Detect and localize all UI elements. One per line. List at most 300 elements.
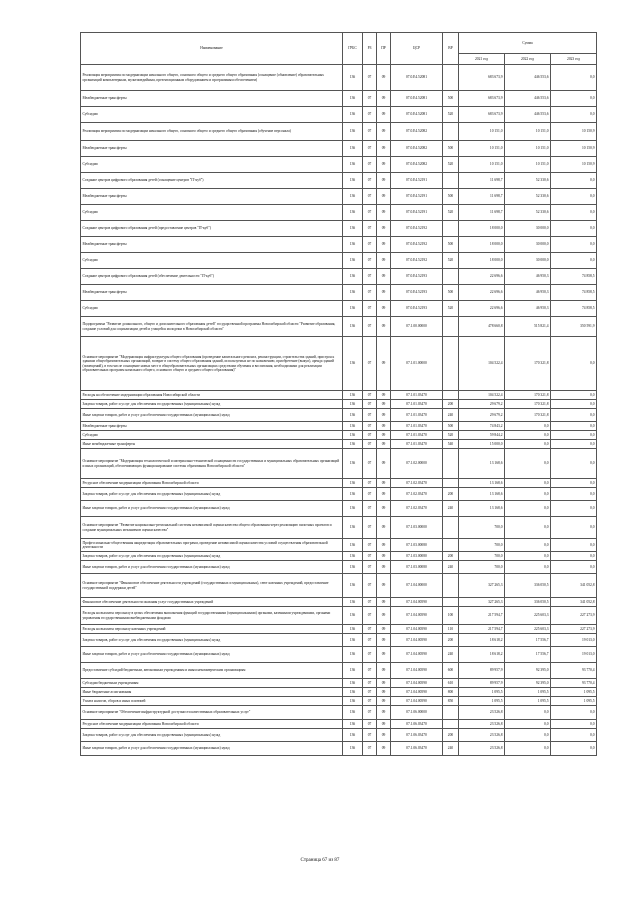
row-sum-2021-cell: 22 696,6: [459, 301, 505, 317]
row-rz-cell: 07: [363, 729, 377, 742]
row-rz-cell: 07: [363, 65, 377, 91]
row-vr-cell: 500: [443, 285, 459, 301]
budget-table: [80, 32, 597, 756]
row-sum-2021-cell: 700,0: [459, 517, 505, 539]
row-vr-cell: 200: [443, 488, 459, 501]
row-grbs-cell: 136: [343, 517, 363, 539]
row-pr-cell: 09: [377, 729, 391, 742]
row-rz-cell: 07: [363, 285, 377, 301]
row-sum-2021-cell: 13 168,6: [459, 501, 505, 517]
row-pr-cell: 09: [377, 317, 391, 337]
row-rz-cell: 07: [363, 205, 377, 221]
row-sum-2022-cell: 0,0: [505, 517, 551, 539]
row-grbs-cell: 136: [343, 729, 363, 742]
row-sum-2021-cell: 700,0: [459, 552, 505, 561]
table-row: [81, 422, 597, 431]
row-name-cell: Основное мероприятие "Развитие национально-региональной системы независимой оценки качества общего образования через реализацию пилотных проектов и создание муниципальных механизмов оценки качества": [81, 517, 343, 539]
row-sum-2023-cell: 0,0: [551, 720, 597, 729]
row-rz-cell: 07: [363, 422, 377, 431]
row-sum-2022-cell: 0,0: [505, 539, 551, 552]
row-pr-cell: 09: [377, 440, 391, 449]
row-name-cell: Субсидии: [81, 253, 343, 269]
row-grbs-cell: 136: [343, 237, 363, 253]
row-pr-cell: 09: [377, 409, 391, 422]
row-sum-2022-cell: 0,0: [505, 440, 551, 449]
row-vr-cell: 540: [443, 440, 459, 449]
row-sum-2021-cell: 10 151,0: [459, 141, 505, 157]
row-pr-cell: 09: [377, 561, 391, 574]
row-name-cell: Субсидии бюджетным учреждениям: [81, 679, 343, 688]
row-vr-cell: [443, 123, 459, 141]
table-row: [81, 65, 597, 91]
row-vr-cell: 200: [443, 729, 459, 742]
row-sum-2023-cell: 74 858,5: [551, 301, 597, 317]
row-name-cell: Ресурсное обеспечение модернизации образования Новосибирской области: [81, 720, 343, 729]
row-name-cell: Ресурсное обеспечение модернизации образования Новосибирской области: [81, 479, 343, 488]
row-grbs-cell: 136: [343, 706, 363, 720]
row-rz-cell: 07: [363, 634, 377, 647]
row-sum-2021-cell: 18 618,2: [459, 634, 505, 647]
row-pr-cell: 09: [377, 269, 391, 285]
row-csr-cell: 07.1.00.00000: [391, 317, 443, 337]
page-number: Страница 67 из 87: [300, 858, 340, 863]
table-row: [81, 449, 597, 479]
row-vr-cell: [443, 598, 459, 607]
row-sum-2022-cell: 46 950,3: [505, 301, 551, 317]
row-pr-cell: 09: [377, 285, 391, 301]
row-pr-cell: 09: [377, 488, 391, 501]
row-csr-cell: 07.1.04.00590: [391, 634, 443, 647]
row-sum-2021-cell: 74 843,2: [459, 422, 505, 431]
row-csr-cell: 07.1.03.00080: [391, 539, 443, 552]
row-pr-cell: 09: [377, 517, 391, 539]
row-csr-cell: 07.1.01.03470: [391, 431, 443, 440]
row-sum-2023-cell: 0,0: [551, 742, 597, 756]
row-rz-cell: 07: [363, 173, 377, 189]
row-pr-cell: 09: [377, 189, 391, 205]
row-pr-cell: 09: [377, 431, 391, 440]
row-sum-2021-cell: 700,0: [459, 539, 505, 552]
table-row: [81, 598, 597, 607]
row-sum-2021-cell: 1 095,5: [459, 697, 505, 706]
row-grbs-cell: 136: [343, 634, 363, 647]
row-grbs-cell: 136: [343, 189, 363, 205]
row-name-cell: Иные закупки товаров, работ и услуг для обеспечения государственных (муниципальных) нужд: [81, 647, 343, 663]
row-csr-cell: 07.1.03.00080: [391, 561, 443, 574]
row-sum-2023-cell: 350 591,9: [551, 317, 597, 337]
row-csr-cell: 07.1.01.03470: [391, 400, 443, 409]
row-pr-cell: 09: [377, 141, 391, 157]
row-rz-cell: 07: [363, 449, 377, 479]
row-csr-cell: 07.0.E4.52192: [391, 221, 443, 237]
row-grbs-cell: 136: [343, 663, 363, 679]
row-sum-2021-cell: 13 168,6: [459, 488, 505, 501]
row-sum-2022-cell: 336 050,5: [505, 574, 551, 598]
row-sum-2021-cell: 29 679,2: [459, 400, 505, 409]
row-sum-2022-cell: 0,0: [505, 742, 551, 756]
row-csr-cell: 07.1.02.03470: [391, 488, 443, 501]
row-csr-cell: 07.1.04.00590: [391, 679, 443, 688]
row-name-cell: Субсидии: [81, 301, 343, 317]
table-row: [81, 679, 597, 688]
row-sum-2022-cell: 0,0: [505, 449, 551, 479]
row-rz-cell: 07: [363, 337, 377, 391]
row-vr-cell: [443, 449, 459, 479]
row-csr-cell: 07.0.E4.52193: [391, 269, 443, 285]
row-sum-2021-cell: 11 698,7: [459, 173, 505, 189]
row-vr-cell: 240: [443, 501, 459, 517]
row-vr-cell: [443, 517, 459, 539]
row-csr-cell: 07.0.E4.52191: [391, 173, 443, 189]
row-sum-2023-cell: 0,0: [551, 400, 597, 409]
table-row: [81, 634, 597, 647]
row-csr-cell: 07.1.03.00080: [391, 552, 443, 561]
row-csr-cell: 07.1.04.00590: [391, 663, 443, 679]
row-pr-cell: 09: [377, 65, 391, 91]
row-sum-2022-cell: 30 000,0: [505, 253, 551, 269]
table-row: [81, 409, 597, 422]
row-sum-2021-cell: 104 522,4: [459, 391, 505, 400]
row-vr-cell: 100: [443, 607, 459, 625]
row-csr-cell: 07.1.04.00590: [391, 598, 443, 607]
header-csr: ЦСР: [391, 33, 443, 65]
row-name-cell: Закупка товаров, работ и услуг для обеспечения государственных (муниципальных) нужд: [81, 400, 343, 409]
table-row: [81, 400, 597, 409]
row-pr-cell: 09: [377, 449, 391, 479]
table-row: [81, 189, 597, 205]
row-sum-2023-cell: 0,0: [551, 337, 597, 391]
row-sum-2022-cell: 10 151,0: [505, 123, 551, 141]
row-rz-cell: 07: [363, 317, 377, 337]
row-grbs-cell: 136: [343, 697, 363, 706]
row-vr-cell: [443, 539, 459, 552]
row-grbs-cell: 136: [343, 107, 363, 123]
row-vr-cell: 110: [443, 625, 459, 634]
row-sum-2023-cell: 10 150,9: [551, 141, 597, 157]
row-sum-2023-cell: 227 273,9: [551, 607, 597, 625]
row-sum-2023-cell: 0,0: [551, 440, 597, 449]
row-vr-cell: 240: [443, 742, 459, 756]
row-grbs-cell: 136: [343, 269, 363, 285]
row-sum-2021-cell: 89 957,9: [459, 679, 505, 688]
row-csr-cell: 07.1.02.03470: [391, 479, 443, 488]
row-csr-cell: 07.1.06.03470: [391, 729, 443, 742]
row-sum-2023-cell: 0,0: [551, 729, 597, 742]
row-grbs-cell: 136: [343, 561, 363, 574]
row-vr-cell: 520: [443, 157, 459, 173]
row-vr-cell: 500: [443, 91, 459, 107]
row-rz-cell: 07: [363, 625, 377, 634]
row-name-cell: Основное мероприятие "Обеспечение инфраструктурной доступности качественных образовательных услуг": [81, 706, 343, 720]
table-row: [81, 501, 597, 517]
row-name-cell: Реализация мероприятия по модернизации начального общего, основного общего и среднего общего образования (обучение персонала): [81, 123, 343, 141]
table-row: [81, 517, 597, 539]
row-pr-cell: 09: [377, 107, 391, 123]
row-sum-2021-cell: 104 522,4: [459, 337, 505, 391]
table-row: [81, 431, 597, 440]
row-name-cell: Межбюджетные трансферты: [81, 285, 343, 301]
row-csr-cell: 07.0.E4.52191: [391, 189, 443, 205]
row-pr-cell: 09: [377, 539, 391, 552]
row-grbs-cell: 136: [343, 285, 363, 301]
row-csr-cell: 07.1.03.00000: [391, 517, 443, 539]
row-sum-2021-cell: 683 673,9: [459, 91, 505, 107]
row-sum-2023-cell: 0,0: [551, 65, 597, 91]
row-sum-2021-cell: 10 151,0: [459, 123, 505, 141]
table-row: [81, 440, 597, 449]
row-sum-2021-cell: 700,0: [459, 561, 505, 574]
row-pr-cell: 09: [377, 647, 391, 663]
row-grbs-cell: 136: [343, 647, 363, 663]
row-grbs-cell: 136: [343, 422, 363, 431]
row-name-cell: Предоставление субсидий бюджетным, автономным учреждениям и иным некоммерческим организациям: [81, 663, 343, 679]
row-sum-2023-cell: 0,0: [551, 91, 597, 107]
row-grbs-cell: 136: [343, 221, 363, 237]
row-sum-2021-cell: 29 679,2: [459, 409, 505, 422]
row-sum-2023-cell: 0,0: [551, 501, 597, 517]
row-vr-cell: [443, 173, 459, 189]
header-rz: РЗ: [363, 33, 377, 65]
row-sum-2022-cell: 17 556,7: [505, 634, 551, 647]
row-rz-cell: 07: [363, 157, 377, 173]
row-grbs-cell: 136: [343, 205, 363, 221]
row-sum-2021-cell: 23 526,8: [459, 720, 505, 729]
row-vr-cell: 240: [443, 409, 459, 422]
row-pr-cell: 09: [377, 625, 391, 634]
row-sum-2023-cell: 0,0: [551, 409, 597, 422]
row-sum-2023-cell: 1 095,5: [551, 697, 597, 706]
row-sum-2022-cell: 17 556,7: [505, 647, 551, 663]
table-row: [81, 697, 597, 706]
row-sum-2022-cell: 170 321,8: [505, 337, 551, 391]
table-row: [81, 253, 597, 269]
header-pr: ПР: [377, 33, 391, 65]
row-name-cell: Иные бюджетные ассигнования: [81, 688, 343, 697]
row-grbs-cell: 136: [343, 337, 363, 391]
row-pr-cell: 09: [377, 422, 391, 431]
row-sum-2021-cell: 89 957,9: [459, 663, 505, 679]
row-csr-cell: 07.1.04.00590: [391, 697, 443, 706]
budget-table-sheet: [80, 32, 596, 756]
row-grbs-cell: 136: [343, 431, 363, 440]
row-sum-2022-cell: 336 050,5: [505, 598, 551, 607]
row-sum-2021-cell: 683 673,9: [459, 107, 505, 123]
row-grbs-cell: 136: [343, 400, 363, 409]
row-grbs-cell: 136: [343, 123, 363, 141]
row-vr-cell: 520: [443, 301, 459, 317]
table-row: [81, 301, 597, 317]
row-sum-2023-cell: 0,0: [551, 449, 597, 479]
row-name-cell: Расходы на обеспечение модернизации образования Новосибирской области: [81, 391, 343, 400]
row-sum-2021-cell: 11 698,7: [459, 189, 505, 205]
row-sum-2022-cell: 0,0: [505, 720, 551, 729]
row-sum-2022-cell: 225 603,3: [505, 607, 551, 625]
row-sum-2022-cell: 92 395,0: [505, 663, 551, 679]
row-vr-cell: 800: [443, 688, 459, 697]
table-row: [81, 742, 597, 756]
row-pr-cell: 09: [377, 237, 391, 253]
row-name-cell: Закупка товаров, работ и услуг для обеспечения государственных (муниципальных) нужд: [81, 634, 343, 647]
row-grbs-cell: 136: [343, 552, 363, 561]
row-grbs-cell: 136: [343, 301, 363, 317]
row-rz-cell: 07: [363, 91, 377, 107]
row-grbs-cell: 136: [343, 317, 363, 337]
row-sum-2022-cell: 446 553,6: [505, 65, 551, 91]
row-pr-cell: 09: [377, 607, 391, 625]
row-name-cell: Подпрограмма "Развитие дошкольного, общего и дополнительного образования детей" государственной программы Новосибирской области "Развитие образования, создание условий для социализации детей и учащейся молодежи в Новосибирской области": [81, 317, 343, 337]
row-vr-cell: 610: [443, 679, 459, 688]
header-sum: Сумма: [459, 33, 597, 54]
row-sum-2021-cell: 18 000,0: [459, 237, 505, 253]
row-sum-2022-cell: 0,0: [505, 431, 551, 440]
row-rz-cell: 07: [363, 409, 377, 422]
row-sum-2022-cell: 1 095,5: [505, 688, 551, 697]
header-year-2021: 2021 год: [459, 54, 505, 65]
row-pr-cell: 09: [377, 679, 391, 688]
row-vr-cell: 240: [443, 561, 459, 574]
row-grbs-cell: 136: [343, 488, 363, 501]
row-sum-2023-cell: 0,0: [551, 431, 597, 440]
row-sum-2022-cell: 1 095,5: [505, 697, 551, 706]
row-sum-2023-cell: 0,0: [551, 539, 597, 552]
row-name-cell: Межбюджетные трансферты: [81, 237, 343, 253]
row-name-cell: Основное мероприятие "Модернизация технологической и материально-технической оснащенности государственных и муниципальных образовательных организаций и иных организаций, обеспечивающих функционирование системы образования Новосибирской области": [81, 449, 343, 479]
row-vr-cell: 520: [443, 253, 459, 269]
row-grbs-cell: 136: [343, 625, 363, 634]
row-sum-2023-cell: 10 150,9: [551, 123, 597, 141]
row-rz-cell: 07: [363, 663, 377, 679]
row-grbs-cell: 136: [343, 720, 363, 729]
row-sum-2023-cell: 0,0: [551, 552, 597, 561]
table-row: [81, 663, 597, 679]
table-row: [81, 91, 597, 107]
row-pr-cell: 09: [377, 205, 391, 221]
row-name-cell: Профессионально-общественная аккредитация образовательных программ, проведение независимой оценки качества условий осуществления образовательной деятельности: [81, 539, 343, 552]
row-grbs-cell: 136: [343, 440, 363, 449]
row-rz-cell: 07: [363, 697, 377, 706]
row-sum-2023-cell: 0,0: [551, 189, 597, 205]
row-name-cell: Межбюджетные трансферты: [81, 91, 343, 107]
row-grbs-cell: 136: [343, 173, 363, 189]
row-sum-2023-cell: 227 273,9: [551, 625, 597, 634]
row-sum-2021-cell: 18 000,0: [459, 253, 505, 269]
row-pr-cell: 09: [377, 697, 391, 706]
row-rz-cell: 07: [363, 501, 377, 517]
row-rz-cell: 07: [363, 598, 377, 607]
table-row: [81, 123, 597, 141]
row-sum-2021-cell: 23 526,8: [459, 729, 505, 742]
row-csr-cell: 07.1.04.00590: [391, 647, 443, 663]
row-name-cell: Иные закупки товаров, работ и услуг для обеспечения государственных (муниципальных) нужд: [81, 742, 343, 756]
row-rz-cell: 07: [363, 539, 377, 552]
table-row: [81, 237, 597, 253]
row-grbs-cell: 136: [343, 391, 363, 400]
row-sum-2023-cell: 0,0: [551, 422, 597, 431]
row-name-cell: Закупка товаров, работ и услуг для обеспечения государственных (муниципальных) нужд: [81, 552, 343, 561]
row-sum-2021-cell: 1 095,5: [459, 688, 505, 697]
row-csr-cell: 07.0.E4.52081: [391, 107, 443, 123]
row-name-cell: Иные закупки товаров, работ и услуг для обеспечения государственных (муниципальных) нужд: [81, 501, 343, 517]
header-grbs: ГРБС: [343, 33, 363, 65]
row-sum-2023-cell: 19 013,0: [551, 647, 597, 663]
row-vr-cell: [443, 269, 459, 285]
row-name-cell: Создание центров цифрового образования детей (предоставление центров "IT-куб"): [81, 221, 343, 237]
row-name-cell: Основное мероприятие "Модернизация инфраструктуры общего образования (проведение капитального ремонта, реконструкции, строительства зданий, пристроя к зданиям общеобразовательных организаций, возврат в систему общего образования зданий, используемых не по назначению, приобретение (выкуп), аренда зданий (помещений), в том числе оснащение новых мест в общеобразовательных организациях средствами обучения и воспитания, необходимыми для реализации образовательных программ начального общего, основного общего и среднего общего образования)": [81, 337, 343, 391]
table-row: [81, 539, 597, 552]
row-rz-cell: 07: [363, 400, 377, 409]
row-csr-cell: 07.1.01.00000: [391, 337, 443, 391]
row-grbs-cell: 136: [343, 65, 363, 91]
row-sum-2021-cell: 11 698,7: [459, 205, 505, 221]
row-pr-cell: 09: [377, 574, 391, 598]
row-sum-2021-cell: 18 618,2: [459, 647, 505, 663]
budget-table-body: [81, 65, 597, 756]
table-row: [81, 317, 597, 337]
row-pr-cell: 09: [377, 301, 391, 317]
row-rz-cell: 07: [363, 301, 377, 317]
table-row: [81, 688, 597, 697]
row-rz-cell: 07: [363, 720, 377, 729]
row-rz-cell: 07: [363, 253, 377, 269]
row-grbs-cell: 136: [343, 607, 363, 625]
row-grbs-cell: 136: [343, 598, 363, 607]
row-rz-cell: 07: [363, 221, 377, 237]
row-vr-cell: 240: [443, 647, 459, 663]
row-csr-cell: 07.0.E4.52082: [391, 123, 443, 141]
row-rz-cell: 07: [363, 574, 377, 598]
row-name-cell: Закупка товаров, работ и услуг для обеспечения государственных (муниципальных) нужд: [81, 729, 343, 742]
row-sum-2021-cell: 13 168,6: [459, 479, 505, 488]
table-row: [81, 173, 597, 189]
row-name-cell: Субсидии: [81, 107, 343, 123]
row-rz-cell: 07: [363, 479, 377, 488]
row-sum-2022-cell: 0,0: [505, 422, 551, 431]
table-row: [81, 625, 597, 634]
row-rz-cell: 07: [363, 561, 377, 574]
row-pr-cell: 09: [377, 598, 391, 607]
table-row: [81, 488, 597, 501]
row-pr-cell: 09: [377, 742, 391, 756]
row-sum-2021-cell: 13 168,6: [459, 449, 505, 479]
row-sum-2022-cell: 46 950,3: [505, 269, 551, 285]
row-csr-cell: 07.0.E4.52082: [391, 141, 443, 157]
row-vr-cell: [443, 720, 459, 729]
row-sum-2021-cell: 327 265,3: [459, 598, 505, 607]
row-pr-cell: 09: [377, 663, 391, 679]
row-sum-2022-cell: 170 321,8: [505, 391, 551, 400]
row-csr-cell: 07.1.06.03470: [391, 742, 443, 756]
row-vr-cell: 500: [443, 237, 459, 253]
table-row: [81, 720, 597, 729]
row-vr-cell: 500: [443, 141, 459, 157]
row-grbs-cell: 136: [343, 688, 363, 697]
row-sum-2021-cell: 18 000,0: [459, 221, 505, 237]
row-csr-cell: 07.0.E4.52081: [391, 91, 443, 107]
row-vr-cell: [443, 574, 459, 598]
row-vr-cell: 600: [443, 663, 459, 679]
row-rz-cell: 07: [363, 107, 377, 123]
row-csr-cell: 07.1.06.03470: [391, 720, 443, 729]
row-name-cell: Субсидии: [81, 157, 343, 173]
table-row: [81, 552, 597, 561]
row-rz-cell: 07: [363, 440, 377, 449]
row-grbs-cell: 136: [343, 157, 363, 173]
row-name-cell: Реализация мероприятия по модернизации начального общего, основного общего и среднего общего образования (оснащение (обновление) образовательных организаций компьютерным, мультимедийным, презентационным оборудованием и программным обеспечением): [81, 65, 343, 91]
row-pr-cell: 09: [377, 501, 391, 517]
row-sum-2022-cell: 52 330,6: [505, 189, 551, 205]
table-row: [81, 729, 597, 742]
table-row: [81, 269, 597, 285]
